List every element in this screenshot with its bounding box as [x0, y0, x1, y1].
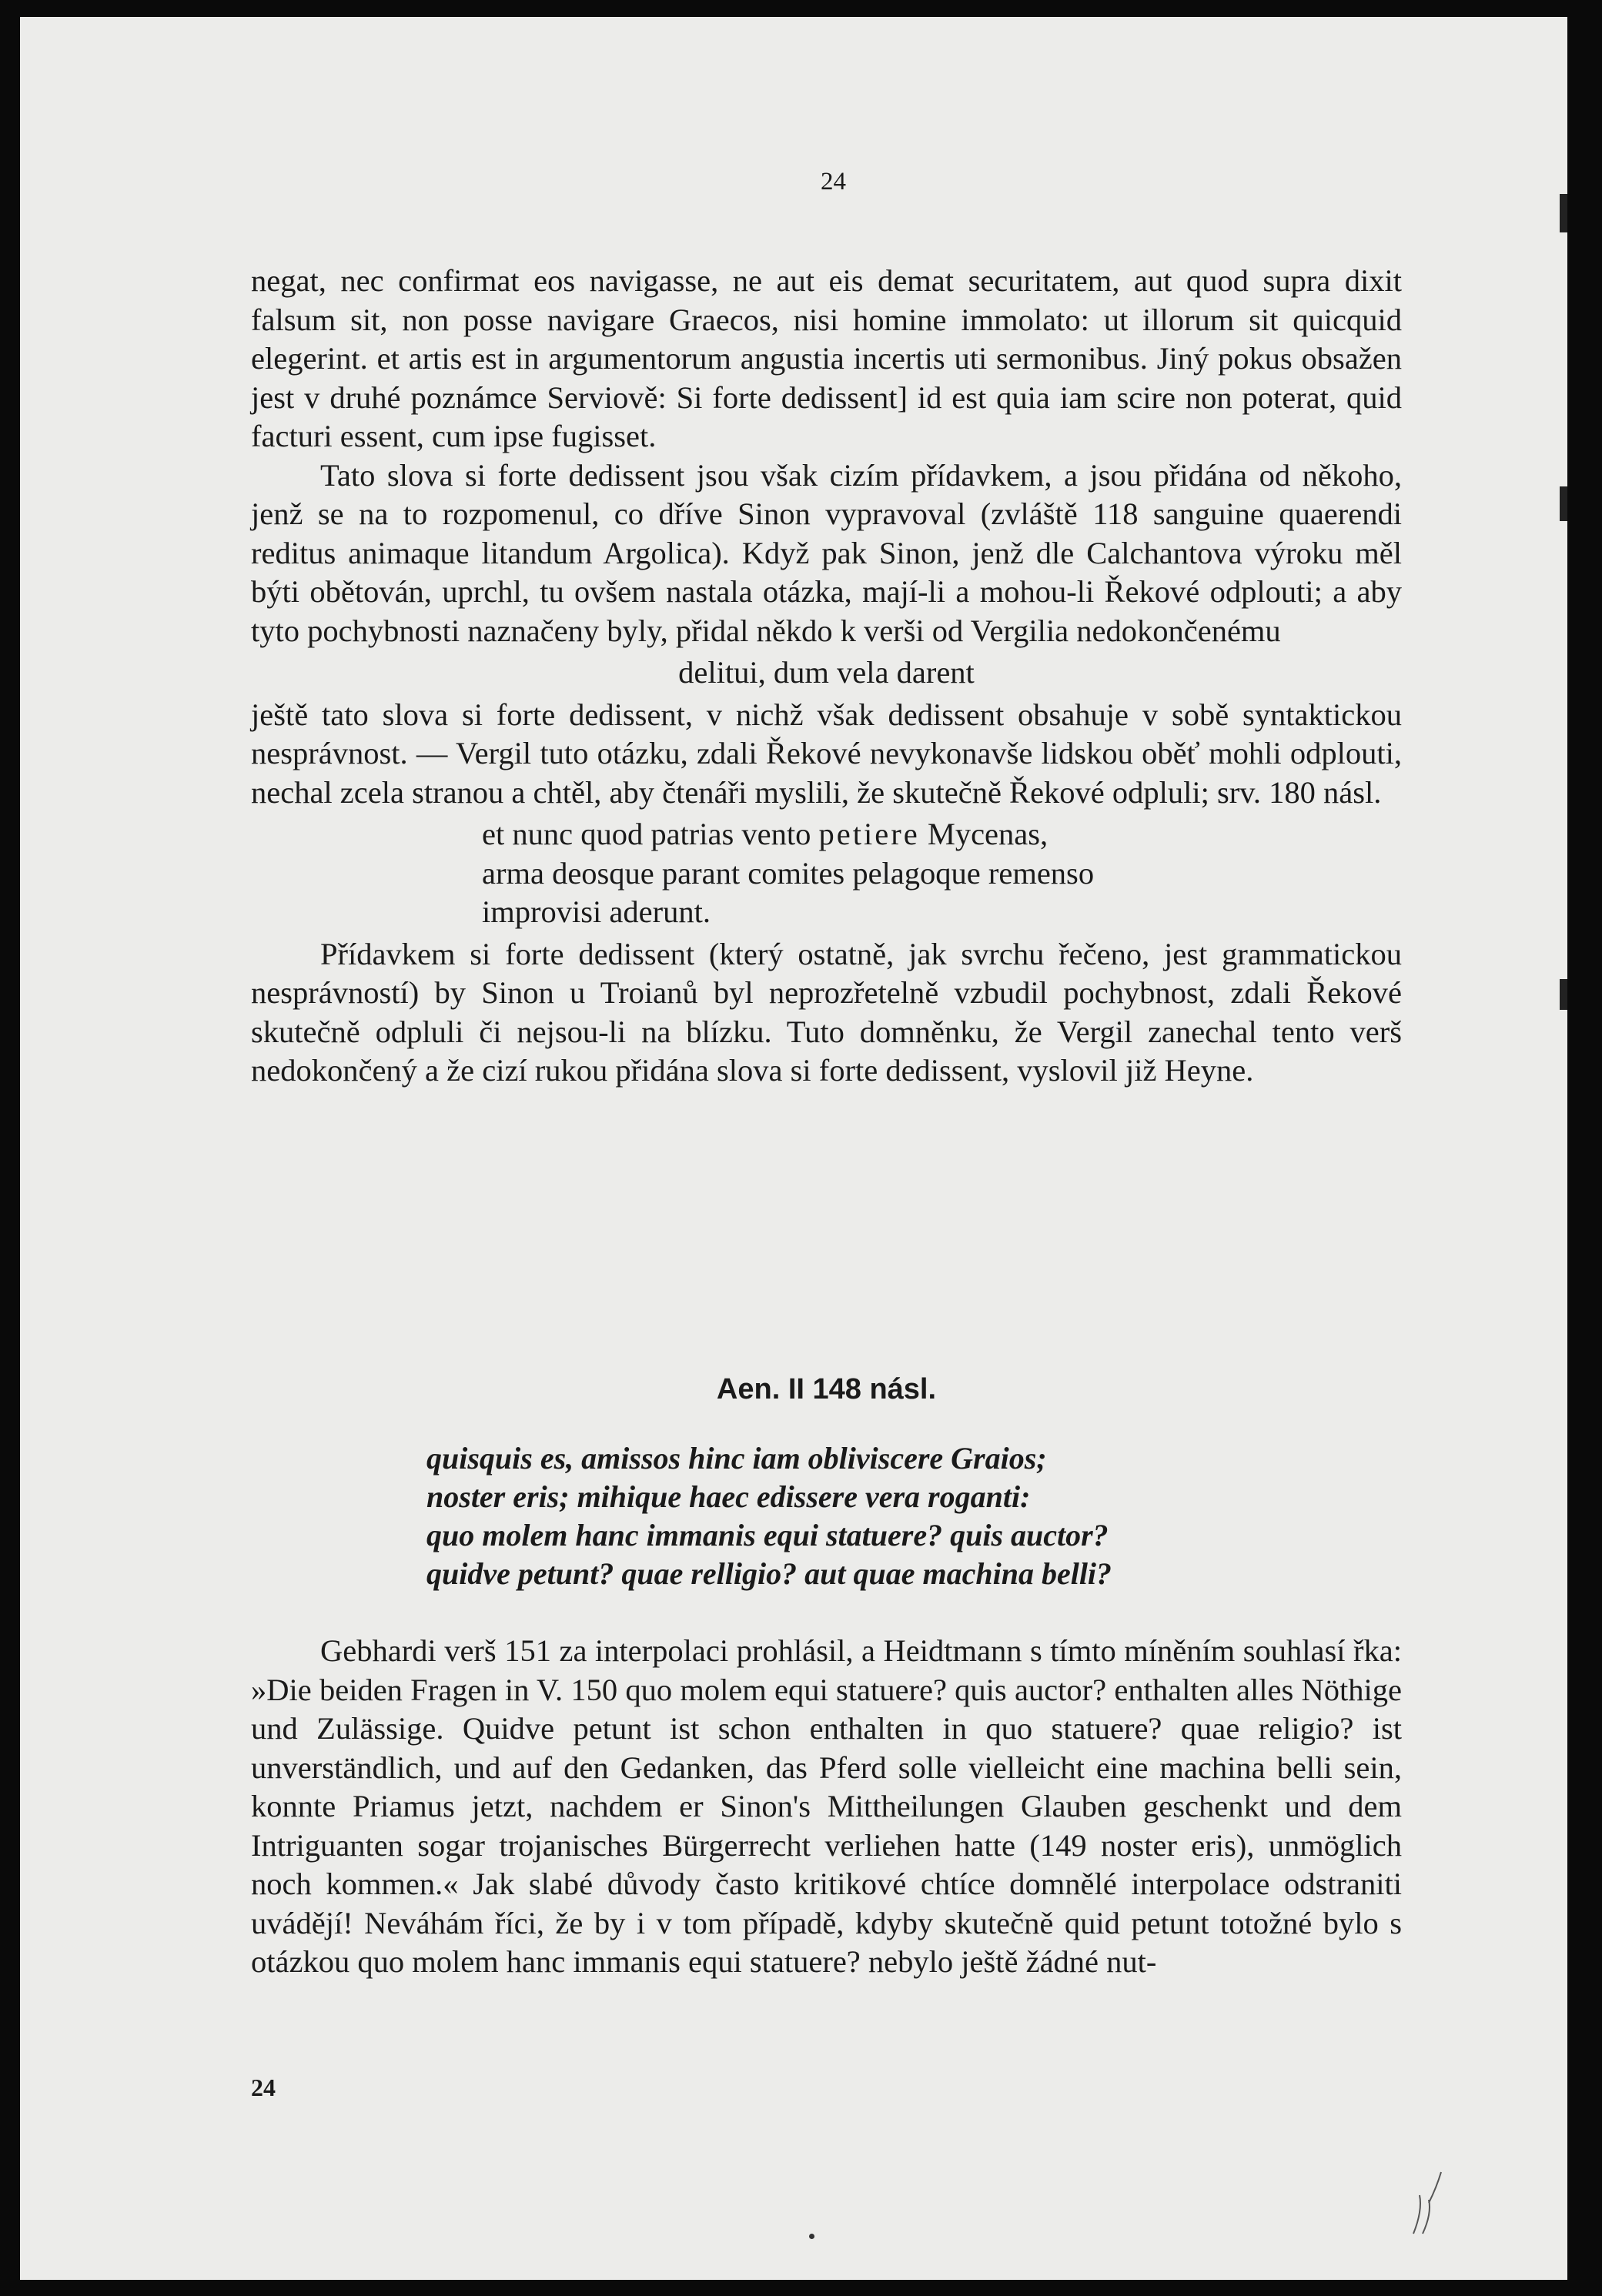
latin-line: quidve petunt? quae relligio? aut quae machina belli?: [426, 1556, 1112, 1591]
page-number-top: 24: [821, 168, 846, 196]
paragraph: Gebhardi verš 151 za interpolaci prohlásil, a Heidtmann s tímto míněním souhlasí řka: »Die beiden Fragen in V. 150 quo molem equi statuere? quis auctor? enthalten alles Nöthige und Zulässige. Quidve petunt ist schon enthalten in quo statuere? quae religio? ist unverständlich, und auf den Gedanken, das Pferd solle vielleicht eine machina belli sein, konnte Priamus jetzt, nachdem er Sinon's Mittheilungen Glauben geschenkt und dem Intriguanten sogar trojanisches Bürgerrecht verliehen hatte (149 noster eris), unmöglich noch kommen.« Jak slabé důvody často kritikové chtíce domnělé interpolace odstraniti uvádějí! Neváhám říci, že by i v tom případě, kdyby skutečně quid petunt totožné bylo s otázkou quo molem hanc immanis equi statuere? nebylo ještě žádné nut-: [251, 1633, 1402, 1979]
verse-line: improvisi aderunt.: [482, 894, 711, 929]
latin-quotation: [426, 1439, 1112, 1593]
edge-mark: [1560, 979, 1567, 1010]
edge-mark: [1560, 486, 1567, 521]
ink-dot: [809, 2234, 814, 2239]
centered-verse: delitui, dum vela darent: [678, 655, 975, 690]
latin-line: quo molem hanc immanis equi statuere? quis auctor?: [426, 1518, 1109, 1552]
page-number-bottom: 24: [251, 2074, 276, 2101]
paragraph: ještě tato slova si forte dedissent, v nichž však dedissent obsahuje v sobě syntaktickou nesprávnost. — Vergil tuto otázku, zdali Řekové nevykonavše lidskou oběť mohli odplouti, nechal zcela stranou a chtěl, aby čtenáři myslili, že skutečně Řekové odpluli; srv. 180 násl.: [251, 697, 1402, 810]
body-text-upper: [251, 262, 1402, 1091]
edge-mark: [1560, 194, 1567, 232]
verse-block: [482, 815, 1402, 932]
latin-line: quisquis es, amissos hinc iam obliviscere Graios;: [426, 1441, 1047, 1476]
document-page: [20, 17, 1567, 2280]
paragraph: Tato slova si forte dedissent jsou však cizím přídavkem, a jsou přidána od někoho, jenž se na to rozpomenul, co dříve Sinon vypravoval (zvláště 118 sanguine quaerendi reditus animaque litandum Argolica). Když pak Sinon, jenž dle Calchantova výroku měl býti obětován, uprchl, tu ovšem nastala otázka, mají-li a mohou-li Řekové odplouti; a aby tyto pochybnosti naznačeny byly, přidal někdo k verši od Vergilia nedokončenému: [251, 457, 1402, 648]
paragraph: negat, nec confirmat eos navigasse, ne aut eis demat securitatem, aut quod supra dixit falsum sit, non posse navigare Graecos, nisi homine immolato: ut illorum sit quicquid elegerint. et artis est in argumentorum angustia incertis uti sermonibus. Jiný pokus obsažen jest v druhé poznámce Serviově: Si forte dedissent] id est quia iam scire non poterat, quid facturi essent, cum ipse fugisset.: [251, 263, 1402, 453]
pencil-mark-icon: [1406, 2157, 1452, 2241]
paragraph: Přídavkem si forte dedissent (který ostatně, jak svrchu řečeno, jest grammatickou nesprávností) by Sinon u Troianů byl neprozřetelně vzbudil pochybnost, zdali Řekové skutečně odpluli či nejsou-li na blízku. Tuto domněnku, že Vergil zanechal tento verš nedokončený a že cizí rukou přidána slova si forte dedissent, vyslovil již Heyne.: [251, 936, 1402, 1088]
latin-line: noster eris; mihique haec edissere vera roganti:: [426, 1479, 1031, 1514]
verse-line: arma deosque parant comites pelagoque remenso: [482, 855, 1095, 891]
body-text-lower: [251, 1632, 1402, 1982]
verse-line: et nunc quod patrias vento petiere Mycenas,: [482, 817, 1048, 851]
section-heading: Aen. II 148 násl.: [716, 1373, 937, 1405]
